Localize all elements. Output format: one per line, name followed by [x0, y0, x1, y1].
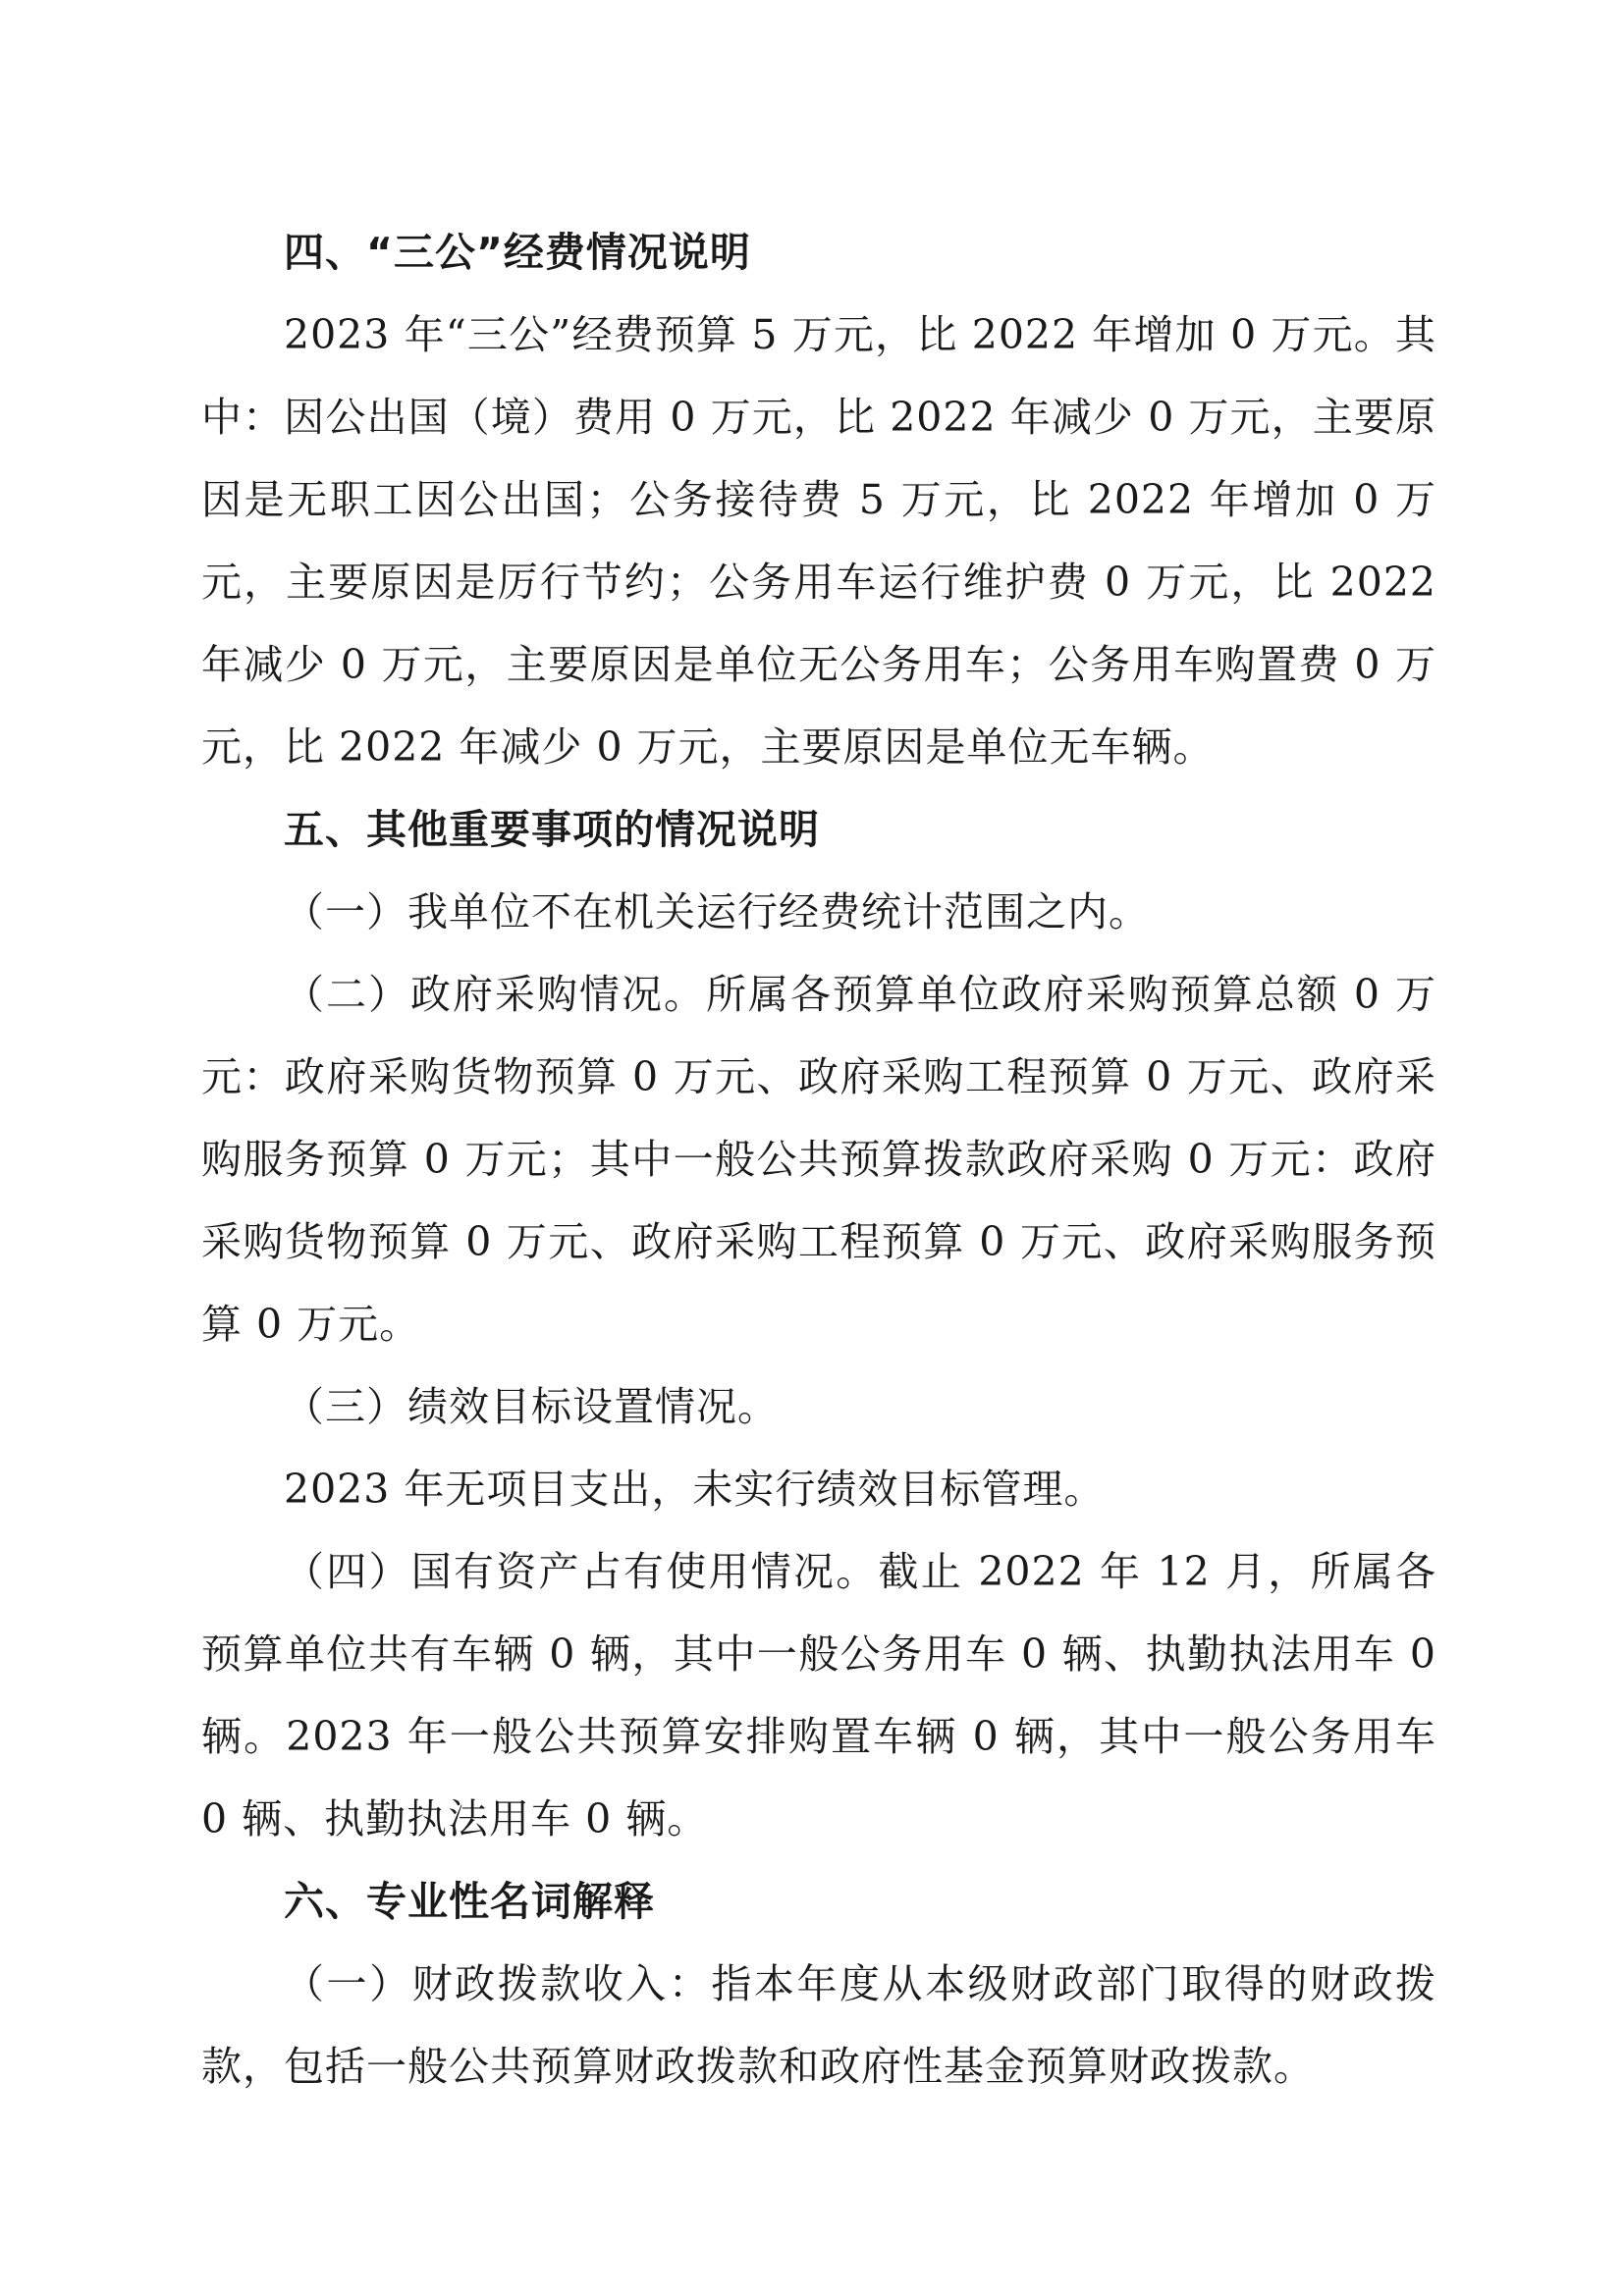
paragraph-operating-expenses: （一）我单位不在机关运行经费统计范围之内。 [284, 888, 1150, 935]
document-body [201, 211, 1436, 2108]
paragraph-fiscal-appropriation: （一）财政拨款收入：指本年度从本级财政部门取得的财政拨款，包括一般公共预算财政拨款和政府性基金预算财政拨款。 [201, 1960, 1436, 2090]
paragraph-government-procurement: （二）政府采购情况。所属各预算单位政府采购预算总额 0 万元：政府采购货物预算 0 万元、政府采购工程预算 0 万元、政府采购服务预算 0 万元；其中一般公共预算拨款政府采购 0 万元：政府采购货物预算 0 万元、政府采购工程预算 0 万元、政府采购服务预算 0 万元。 [201, 971, 1436, 1348]
paragraph-three-public-expenses: 2023 年“三公”经费预算 5 万元，比 2022 年增加 0 万元。其中：因公出国（境）费用 0 万元，比 2022 年减少 0 万元，主要原因是无职工因公出国；公务接待费 5 万元，比 2022 年增加 0 万元，主要原因是厉行节约；公务用车运行维护费 0 万元，比 2022 年减少 0 万元，主要原因是单位无公务用车；公务用车购置费 0 万元，比 2022 年减少 0 万元，主要原因是单位无车辆。 [201, 311, 1436, 771]
section-heading-four: 四、“三公”经费情况说明 [284, 229, 751, 276]
paragraph-performance-targets: （三）绩效目标设置情况。 [284, 1383, 779, 1430]
section-heading-six: 六、专业性名词解释 [284, 1878, 655, 1925]
section-heading-five: 五、其他重要事项的情况说明 [284, 806, 820, 853]
paragraph-state-assets: （四）国有资产占有使用情况。截止 2022 年 12 月，所属各预算单位共有车辆 0 辆，其中一般公务用车 0 辆、执勤执法用车 0 辆。2023 年一般公共预算安排购置车辆 0 辆，其中一般公务用车 0 辆、执勤执法用车 0 辆。 [201, 1548, 1436, 1842]
paragraph-no-project-expense: 2023 年无项目支出，未实行绩效目标管理。 [284, 1466, 1106, 1513]
